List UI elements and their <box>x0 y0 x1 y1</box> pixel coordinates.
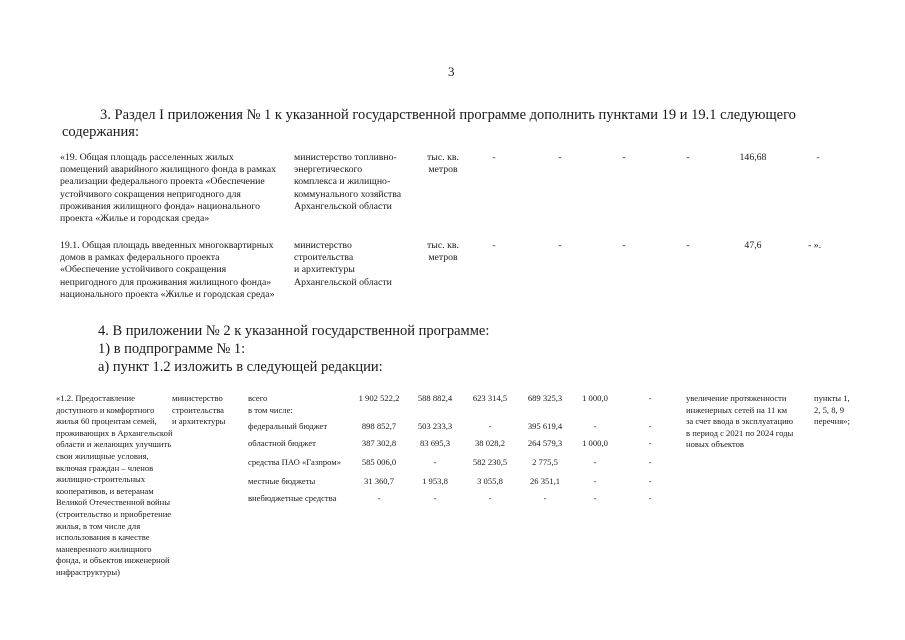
indicator-19-value: - <box>492 152 496 163</box>
funding-value: - <box>593 493 597 503</box>
funding-value: 588 882,4 <box>417 393 453 403</box>
funding-source-label: федеральный бюджет <box>248 421 328 431</box>
funding-value: 83 695,3 <box>419 438 451 448</box>
indicator-19-1-value: - <box>492 240 496 251</box>
funding-value: 623 314,5 <box>472 393 508 403</box>
funding-value: 1 902 522,2 <box>358 393 400 403</box>
funding-value: - <box>648 438 652 448</box>
indicator-19-1-value: - <box>622 240 626 251</box>
funding-value: - <box>648 457 652 467</box>
funding-value: 582 230,5 <box>472 457 508 467</box>
funding-value: - <box>648 476 652 486</box>
indicator-19-1-value: 47,6 <box>744 240 762 251</box>
section-4-paragraph <box>98 323 489 377</box>
funding-value: - <box>488 421 492 431</box>
funding-value: - <box>648 493 652 503</box>
funding-value: 503 233,3 <box>417 421 453 431</box>
indicator-19-1-value: - ». <box>808 240 822 251</box>
section-3-paragraph <box>62 107 860 141</box>
funding-value: 26 351,1 <box>529 476 561 486</box>
indicator-19-1-name: 19.1. Общая площадь введенных многоквартирных домов в рамках федерального проекта «Обеспечение устойчивого сокращения непригодного для проживания жилищного фонда» национального проекта «Жилье и городская среда» <box>60 240 275 300</box>
section-4-line-3: а) пункт 1.2 изложить в следующей редакции: <box>98 359 383 375</box>
funding-value: 31 360,7 <box>363 476 395 486</box>
funding-value: - <box>593 421 597 431</box>
indicator-19-1-value: - <box>558 240 562 251</box>
funding-value: 2 775,5 <box>532 457 558 467</box>
funding-value: - <box>433 457 437 467</box>
indicator-19-value: 146,68 <box>739 152 767 163</box>
funding-value: 38 028,2 <box>474 438 506 448</box>
funding-value: 585 006,0 <box>361 457 397 467</box>
funding-value: 1 953,8 <box>422 476 448 486</box>
indicator-19-value: - <box>558 152 562 163</box>
funding-value: - <box>593 457 597 467</box>
indicator-19-value: - <box>816 152 820 163</box>
indicator-19-name: «19. Общая площадь расселенных жилых помещений аварийного жилищного фонда в рамках реализации федерального проекта «Обеспечение устойчивого сокращения непригодного для проживания жилищного фонда» национального проекта «Жилье и городская среда» <box>60 152 277 225</box>
indicator-19-unit: тыс. кв. метров <box>427 152 459 176</box>
funding-value: 689 325,3 <box>527 393 563 403</box>
funding-value: 3 055,8 <box>477 476 503 486</box>
funding-value: - <box>377 493 381 503</box>
funding-value: - <box>543 493 547 503</box>
funding-source-label: местные бюджеты <box>248 476 316 486</box>
funding-value: - <box>488 493 492 503</box>
funding-value: - <box>593 476 597 486</box>
funding-value: - <box>648 421 652 431</box>
measure-1-2-executor: министерство строительства и архитектуры <box>172 393 226 427</box>
indicator-19-executor: министерство топливно- энергетического комплекса и жилищно- коммунального хозяйства Архангельской области <box>294 152 402 212</box>
section-4-line-2: 1) в подпрограмме № 1: <box>98 341 246 357</box>
funding-source-label: областной бюджет <box>248 438 316 448</box>
measure-1-2-name: «1.2. Предоставление доступного и комфортного жилья 60 процентам семей, проживающих в Архангельской области и желающих улучшить свои жилищные условия, включая граждан – членов жилищно-строительных кооперативов, и ветеранам Великой Отечественной войны (строительство и приобретение жилья, в том числе для использования в качестве маневренного жилищного фонда, и объектов инженерной инфраструктуры) <box>56 393 173 577</box>
funding-source-label: внебюджетные средства <box>248 493 337 503</box>
funding-value: 898 852,7 <box>361 421 397 431</box>
page-number: 3 <box>448 64 455 79</box>
funding-value: 395 619,4 <box>527 421 563 431</box>
indicator-19-value: - <box>622 152 626 163</box>
funding-value: 1 000,0 <box>582 438 608 448</box>
funding-source-label: средства ПАО «Газпром» <box>248 457 342 467</box>
indicator-19-value: - <box>686 152 690 163</box>
funding-value: - <box>648 393 652 403</box>
funding-value: - <box>433 493 437 503</box>
measure-1-2-result: увеличение протяженности инженерных сетей на 11 км за счет ввода в эксплуатацию в период с 2021 по 2024 годы новых объектов <box>686 393 794 450</box>
section-3-line-1: 3. Раздел I приложения № 1 к указанной государственной программе дополнить пунктами 19 и 19.1 следующего <box>100 107 796 123</box>
indicator-19-1-value: - <box>686 240 690 251</box>
section-4-line-1: 4. В приложении № 2 к указанной государственной программе: <box>98 323 490 339</box>
indicator-19-1-unit: тыс. кв. метров <box>427 240 459 264</box>
funding-value: 264 579,3 <box>527 438 563 448</box>
indicator-19-1-executor: министерство строительства и архитектуры Архангельской области <box>294 240 392 288</box>
funding-value: 387 302,8 <box>361 438 397 448</box>
funding-value: 1 000,0 <box>582 393 608 403</box>
measure-1-2-indicator-link: пункты 1, 2, 5, 8, 9 перечня»; <box>814 393 850 427</box>
section-3-line-2: содержания: <box>62 124 140 140</box>
funding-source-label: всего в том числе: <box>248 393 293 415</box>
